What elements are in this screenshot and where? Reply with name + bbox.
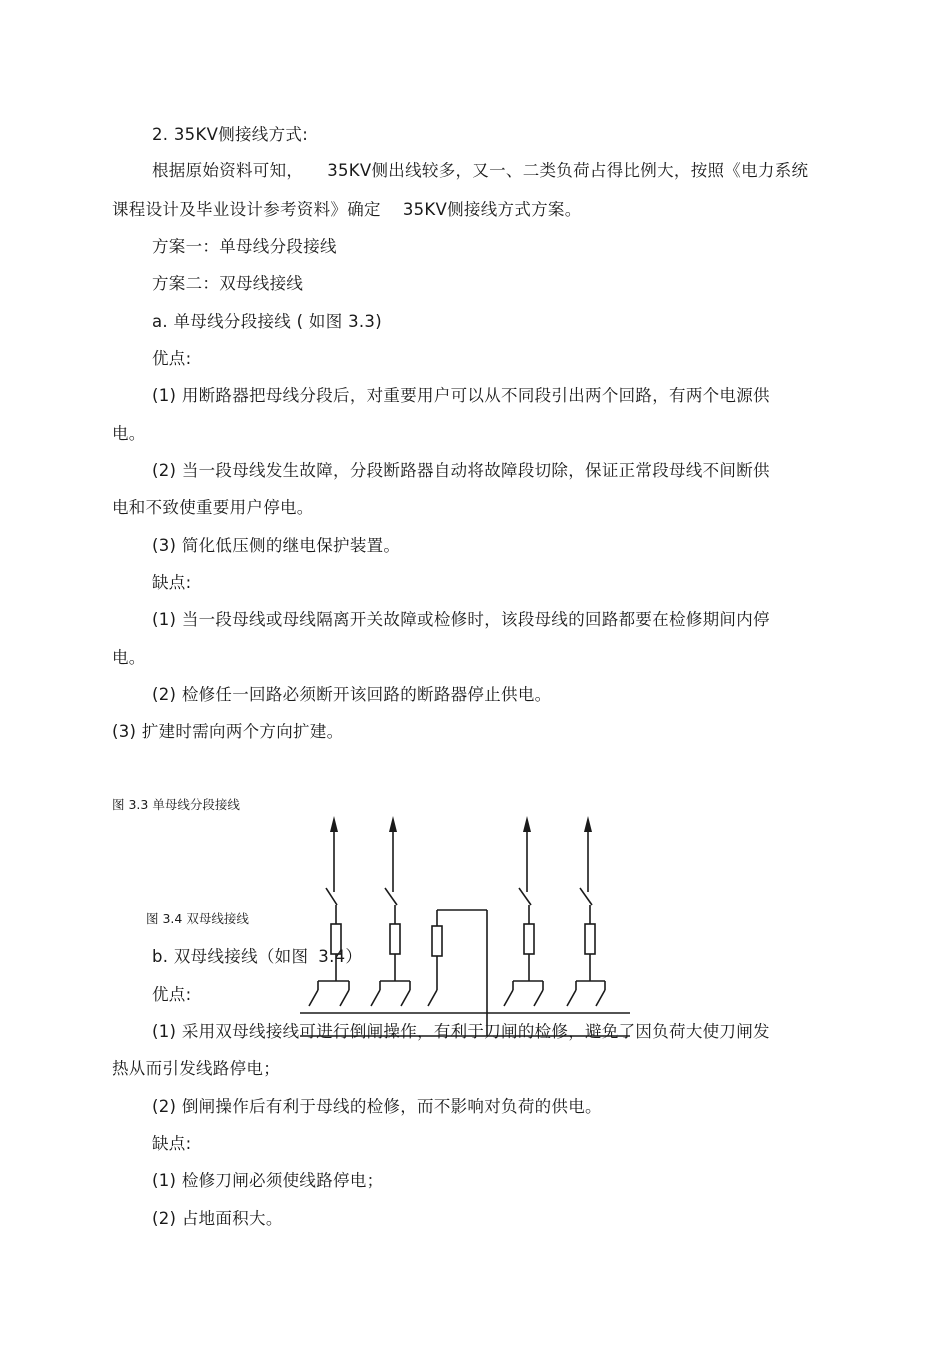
section-b-title-num: 3.4 <box>318 947 346 966</box>
scheme-2: 方案二：双母线接线 <box>152 274 304 293</box>
arrow-head-3 <box>523 816 531 832</box>
section-a-con-3: (3) 扩建时需向两个方向扩建。 <box>112 722 344 741</box>
feeder-2 <box>371 828 410 1006</box>
figure-3-4-caption: 图 3.4 双母线接线 <box>146 911 249 926</box>
section-a-pro-3: (3) 简化低压侧的继电保护装置。 <box>152 536 401 555</box>
bus-coupler <box>428 910 487 1036</box>
heading-35kv: 2. 35KV侧接线方式: <box>152 125 309 144</box>
arrow-head-2 <box>389 816 397 832</box>
section-b-pros-label: 优点: <box>152 985 192 1004</box>
section-b-title-text: b. 双母线接线（如图 <box>152 947 309 966</box>
arrow-head-4 <box>584 816 592 832</box>
feeder-3 <box>504 828 543 1006</box>
section-a-pro-2b: 电和不致使重要用户停电。 <box>112 498 314 517</box>
section-a-pro-1b: 电。 <box>112 424 146 443</box>
intro-line-1 <box>152 160 808 182</box>
section-b-con-2: (2) 占地面积大。 <box>152 1209 283 1228</box>
section-a-con-2: (2) 检修任一回路必须断开该回路的断路器停止供电。 <box>152 685 552 704</box>
section-a-con-1a: (1) 当一段母线或母线隔离开关故障或检修时，该段母线的回路都要在检修期间内停 <box>152 610 770 629</box>
intro-line-2b: 35KV侧接线方式方案。 <box>402 200 582 219</box>
intro-line-2 <box>112 199 582 221</box>
feeder-1 <box>309 828 349 1006</box>
feeder-4 <box>567 828 605 1006</box>
section-b-pro-1a: (1) 采用双母线接线可进行倒闸操作，有利于刀闸的检修，避免了因负荷大使刀闸发 <box>152 1022 770 1041</box>
figure-3-3-caption: 图 3.3 单母线分段接线 <box>112 797 240 812</box>
section-b-title <box>152 946 362 968</box>
section-a-cons-label: 缺点: <box>152 573 192 592</box>
arrow-head-1 <box>330 816 338 832</box>
section-a-pros-label: 优点: <box>152 349 192 368</box>
section-a-pro-1a: (1) 用断路器把母线分段后，对重要用户可以从不同段引出两个回路，有两个电源供 <box>152 386 770 405</box>
intro-line-1a: 根据原始资料可知， <box>152 161 304 180</box>
scheme-1: 方案一：单母线分段接线 <box>152 237 337 256</box>
section-b-pro-1b: 热从而引发线路停电； <box>112 1059 280 1078</box>
section-a-title: a. 单母线分段接线 ( 如图 3.3) <box>152 312 382 331</box>
section-b-cons-label: 缺点: <box>152 1134 192 1153</box>
section-b-con-1: (1) 检修刀闸必须使线路停电； <box>152 1171 384 1190</box>
section-a-pro-2a: (2) 当一段母线发生故障，分段断路器自动将故障段切除，保证正常段母线不间断供 <box>152 461 770 480</box>
intro-line-2a: 课程设计及毕业设计参考资料》确定 <box>112 200 381 219</box>
section-b-pro-2: (2) 倒闸操作后有利于母线的检修，而不影响对负荷的供电。 <box>152 1097 602 1116</box>
intro-line-1b: 35KV侧出线较多，又一、二类负荷占得比例大，按照《电力系统 <box>327 161 809 180</box>
section-b-title-end: ） <box>345 947 363 966</box>
section-a-con-1b: 电。 <box>112 648 146 667</box>
